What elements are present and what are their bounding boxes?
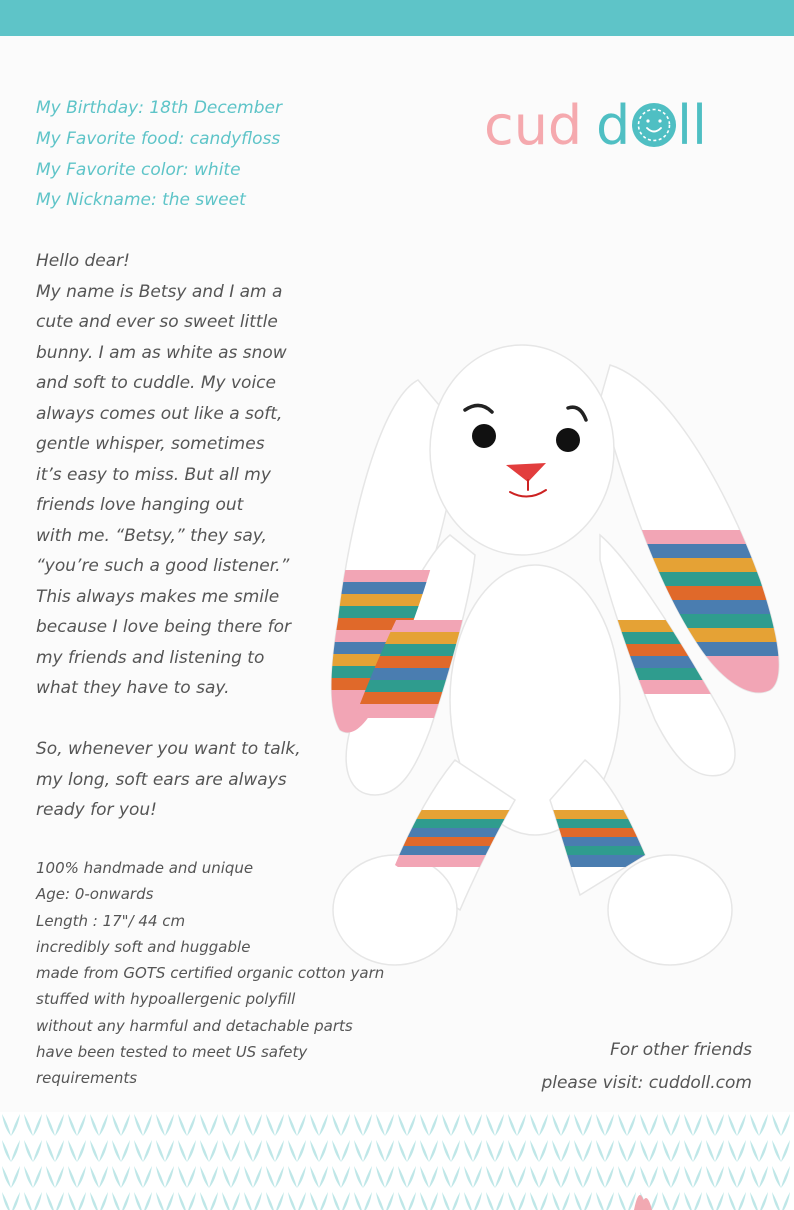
spec-item: Age: 0-onwards xyxy=(36,885,154,904)
bunny-facts-list xyxy=(36,93,282,216)
spec-item: requirements xyxy=(36,1069,138,1088)
story-line: my friends and listening to xyxy=(36,647,265,668)
story-line: bunny. I am as white as snow xyxy=(36,342,287,363)
crochet-bunny-illustration xyxy=(300,320,794,1000)
visit-info xyxy=(541,1034,752,1100)
knit-pattern-footer xyxy=(0,1112,794,1210)
story-line: what they have to say. xyxy=(36,678,230,698)
spec-item: have been tested to meet US safety xyxy=(36,1043,308,1062)
story-line: friends love hanging out xyxy=(36,495,244,515)
spec-item: 100% handmade and unique xyxy=(36,859,254,877)
story-line: and soft to cuddle. My voice xyxy=(36,373,276,393)
story-line: Hello dear! xyxy=(36,251,130,271)
story-paragraph-1 xyxy=(36,246,336,704)
fact-nickname: My Nickname: the sweet xyxy=(36,190,246,211)
story-line: my long, soft ears are always xyxy=(36,769,287,790)
story-paragraph-2 xyxy=(36,734,336,826)
story-line: always comes out like a soft, xyxy=(36,403,283,424)
fact-favorite-color: My Favorite color: white xyxy=(36,159,241,180)
logo-text-teal: d xyxy=(596,94,631,157)
story-line: gentle whisper, sometimes xyxy=(36,434,265,454)
fact-birthday: My Birthday: 18th December xyxy=(36,98,282,118)
story-line: This always makes me smile xyxy=(36,586,280,607)
spec-item: stuffed with hypoallergenic polyfill xyxy=(36,990,296,1009)
story-line: because I love being there for xyxy=(36,617,292,637)
spec-item: Length : 17"/ 44 cm xyxy=(36,911,186,930)
logo-text-teal-end: ll xyxy=(677,94,708,157)
spec-item: made from GOTS certified organic cotton yarn xyxy=(36,964,385,983)
story-line: with me. “Betsy,” they say, xyxy=(36,525,267,546)
top-accent-bar xyxy=(0,0,794,36)
logo-text-pink: cud xyxy=(484,94,583,157)
bunny-story xyxy=(36,246,336,826)
spec-item: incredibly soft and huggable xyxy=(36,937,251,956)
spec-item: without any harmful and detachable parts xyxy=(36,1016,353,1035)
cuddoll-logo xyxy=(484,84,724,164)
story-line: My name is Betsy and I am a xyxy=(36,281,283,302)
story-line: ready for you! xyxy=(36,800,157,820)
story-line: So, whenever you want to talk, xyxy=(36,739,301,759)
story-line: it’s easy to miss. But all my xyxy=(36,464,271,485)
story-line: “you’re such a good listener.” xyxy=(36,556,290,576)
visit-line-2: please visit: cuddoll.com xyxy=(541,1073,752,1093)
fact-favorite-food: My Favorite food: candyfloss xyxy=(36,128,281,149)
visit-line-1: For other friends xyxy=(610,1040,752,1060)
story-line: cute and ever so sweet little xyxy=(36,312,278,332)
logo-o-face-icon xyxy=(632,103,676,147)
